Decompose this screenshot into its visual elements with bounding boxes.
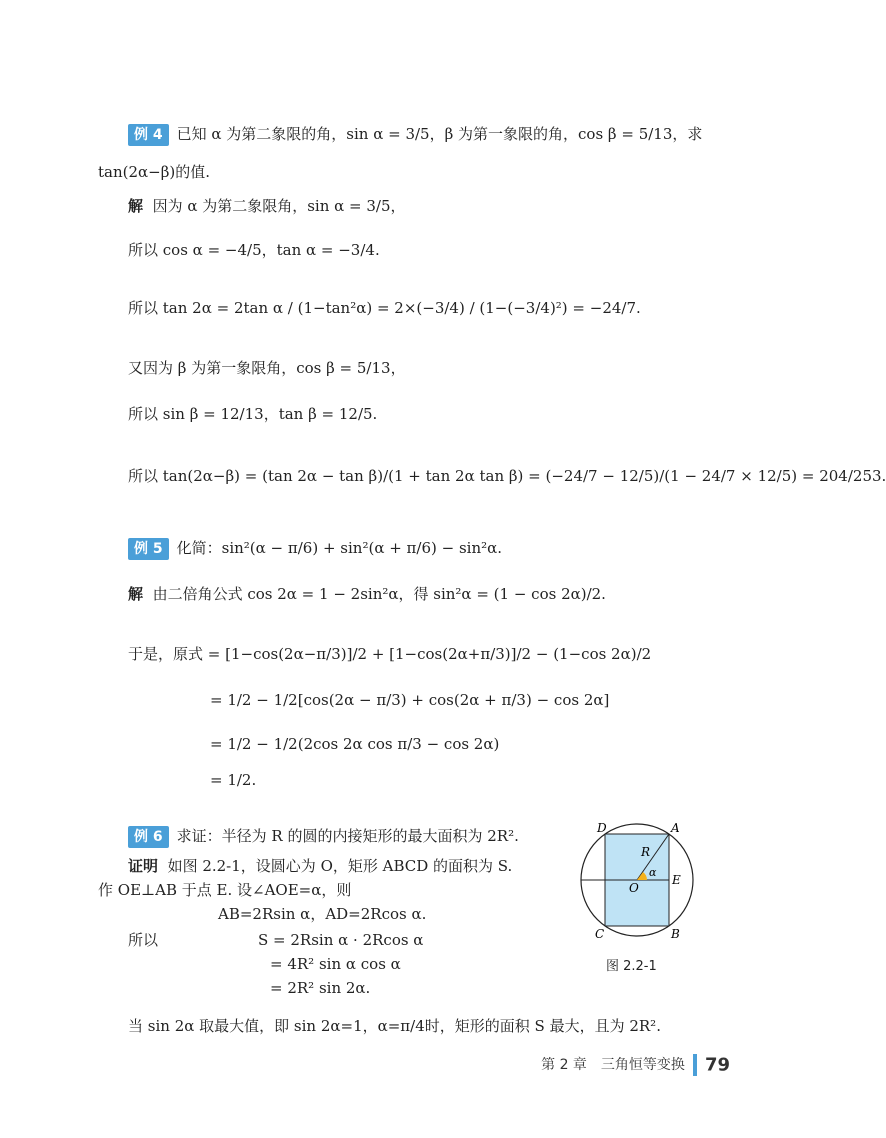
example-tag: 例 4 [128,124,169,146]
label-b: B [671,927,680,941]
ex4-solution-4: 又因为 β 为第一象限角，cos β = 5/13， [128,359,406,377]
ex6-proof-2: 作 OE⊥AB 于点 E. 设∠AOE=α，则 [98,881,352,899]
label-o: O [629,881,639,895]
example-tag: 例 6 [128,826,169,848]
ex5-line1: 例 5 化简：sin²(α − π/6) + sin²(α + π/6) − sin²α. [128,538,502,560]
ex6-proof-6: = 2R² sin 2α. [270,979,371,997]
ex4-solution-5: 所以 sin β = 12/13，tan β = 12/5. [128,405,378,423]
ex6-line1: 例 6 求证：半径为 R 的圆的内接矩形的最大面积为 2R². [128,826,519,848]
ex6-proof-4: 所以 S = 2Rsin α · 2Rcos α [128,931,424,949]
label-e: E [672,873,681,887]
example-tag: 例 5 [128,538,169,560]
page-number: 79 [704,1054,730,1076]
label-r: R [641,845,651,859]
ex4-solution-3: 所以 tan 2α = 2tan α / (1−tan²α) = 2×(−3/4) / (1−(−3/4)²) = −24/7. [128,299,641,317]
ex5-solution-2: 于是，原式 = [1−cos(2α−π/3)]/2 + [1−cos(2α+π/3)]/2 − (1−cos 2α)/2 [128,645,652,663]
ex6-conclusion: 当 sin 2α 取最大值，即 sin 2α=1，α=π/4时，矩形的面积 S 最大，且为 2R². [128,1017,661,1035]
page-footer [541,1054,730,1076]
chapter-title: 第 2 章 三角恒等变换 [541,1057,685,1073]
label-d: D [597,821,607,835]
ex5-solution-3: = 1/2 − 1/2[cos(2α − π/3) + cos(2α + π/3) − cos 2α] [210,691,610,709]
ex4-solution-6: 所以 tan(2α−β) = (tan 2α − tan β)/(1 + tan 2α tan β) = (−24/7 − 12/5)/(1 − 24/7 × 12/5) = 204/253. [128,467,886,485]
label-alpha: α [649,866,657,879]
ex5-solution-1: 解 由二倍角公式 cos 2α = 1 − 2sin²α，得 sin²α = (1 − cos 2α)/2. [128,585,606,603]
ex4-solution-1: 解 因为 α 为第二象限角，sin α = 3/5， [128,197,406,215]
label-c: C [595,927,605,941]
label-a: A [671,821,680,835]
ex5-solution-4: = 1/2 − 1/2(2cos 2α cos π/3 − cos 2α) [210,735,500,753]
ex6-proof-1: 证明 如图 2.2-1，设圆心为 O，矩形 ABCD 的面积为 S. [128,857,513,875]
ex6-proof-5: = 4R² sin α cos α [270,955,401,973]
ex6-proof-3: AB=2Rsin α，AD=2Rcos α. [218,905,427,923]
footer-divider [693,1054,697,1076]
ex5-solution-5: = 1/2. [210,771,257,789]
ex4-solution-2: 所以 cos α = −4/5，tan α = −3/4. [128,241,380,259]
ex4-line1: 例 4 已知 α 为第二象限的角，sin α = 3/5，β 为第一象限的角，cos β = 5/13，求 [128,124,702,146]
inscribed-rectangle-figure [575,820,715,950]
ex4-line2: tan(2α−β)的值. [98,163,211,181]
figure-caption: 图 2.2-1 [606,959,657,974]
